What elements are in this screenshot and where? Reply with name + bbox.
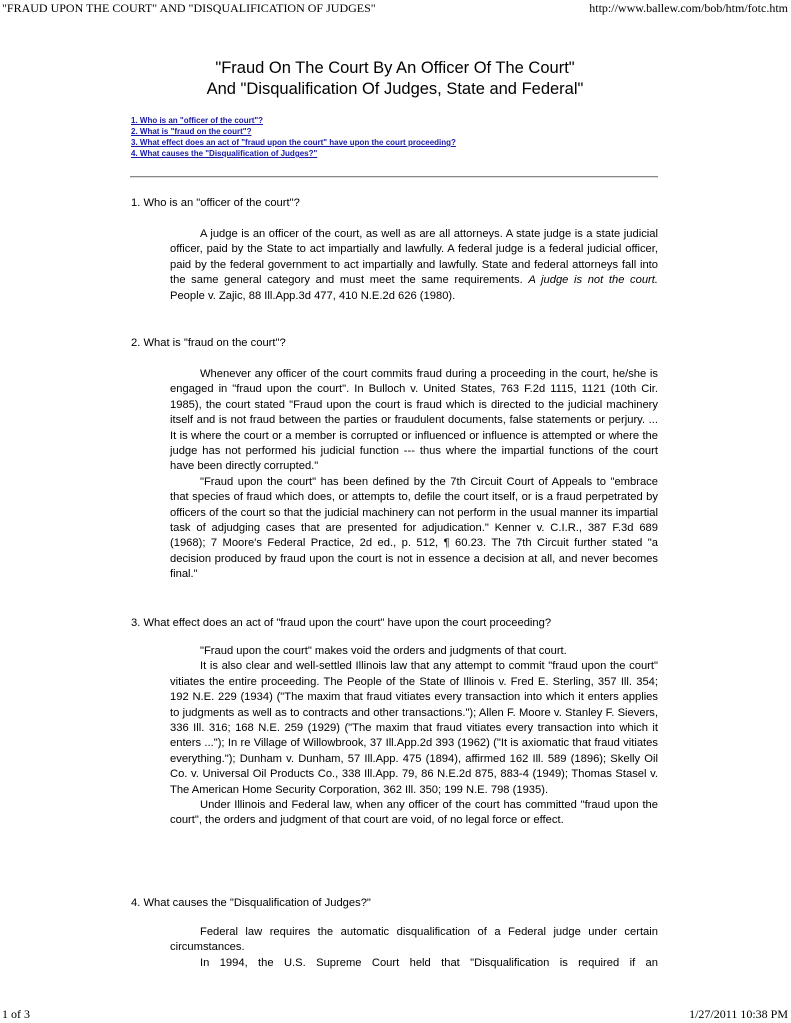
section-4-body (170, 925, 658, 971)
s1-text-b: People v. Zajic, 88 Ill.App.3d 477, 410 N.E.2d 626 (1980). (170, 289, 456, 302)
section-1-paragraph (170, 227, 658, 304)
toc-link-effect-of-fraud[interactable]: 3. What effect does an act of "fraud upon the court" have upon the court proceeding? (131, 138, 456, 147)
section-2-paragraph-2: "Fraud upon the court" has been defined by the 7th Circuit Court of Appeals to "embrace that species of fraud which does, or attempts to, defile the court itself, or is a fraud perpetrated by officers of the court so that the judicial machinery can not perform in the usual manner its impartial task of adjudging cases that are presented for adjudication." Kenner v. C.I.R., 387 F.3d 689 (1968); 7 Moore's Federal Practice, 2d ed., p. 512, ¶ 60.23. The 7th Circuit further stated "a decision produced by fraud upon the court is not in essence a decision at all, and never becomes final." (170, 475, 658, 581)
section-3-paragraph-1: "Fraud upon the court" makes void the orders and judgments of that court. (200, 645, 567, 657)
section-2-body (170, 367, 658, 583)
section-2-heading: 2. What is "fraud on the court"? (131, 337, 286, 349)
section-4-heading: 4. What causes the "Disqualification of Judges?" (131, 897, 371, 909)
toc-link-disqualification[interactable]: 4. What causes the "Disqualification of Judges?" (131, 149, 318, 158)
section-3-paragraph-3: Under Illinois and Federal law, when any officer of the court has committed "fraud upon the court", the orders and judgment of that court are void, of no legal force or effect. (170, 799, 658, 827)
print-footer (0, 1007, 791, 1023)
print-header (0, 1, 791, 17)
print-header-title: "FRAUD UPON THE COURT" AND "DISQUALIFICATION OF JUDGES" (2, 1, 376, 15)
table-of-contents (131, 115, 456, 159)
print-header-url: http://www.ballew.com/bob/htm/fotc.htm (589, 1, 788, 15)
horizontal-divider (130, 176, 658, 178)
toc-link-officer-of-court[interactable]: 1. Who is an "officer of the court"? (131, 116, 264, 125)
section-3-heading: 3. What effect does an act of "fraud upon the court" have upon the court proceeding? (131, 617, 552, 629)
section-1-body (170, 227, 658, 304)
section-3-paragraph-2: It is also clear and well-settled Illinois law that any attempt to commit "fraud upon the court" vitiates the entire proceeding. The People of the State of Illinois v. Fred E. Sterling, 357 Ill. 354; 192 N.E. 229 (1934) ("The maxim that fraud vitiates every transaction into which it enters applies to judgments as well as to contracts and other transactions."); Allen F. Moore v. Stanley F. Sievers, 336 Ill. 316; 168 N.E. 259 (1929) ("The maxim that fraud vitiates every transaction into which it enters ..."); In re Village of Willowbrook, 37 Ill.App.2d 393 (1962) ("It is axiomatic that fraud vitiates everything."); Dunham v. Dunham, 57 Ill.App. 475 (1894), affirmed 162 Ill. 589 (1896); Skelly Oil Co. v. Universal Oil Products Co., 338 Ill.App. 79, 86 N.E.2d 875, 883-4 (1949); Thomas Stasel v. The American Home Security Corporation, 362 Ill. 350; 199 N.E. 798 (1935). (170, 660, 658, 796)
s1-text-a: A judge is an officer of the court, as well as are all attorneys. A state judge is a state judicial officer, paid by the State to act impartially and lawfully. A federal judge is a federal judicial officer, paid by the federal government to act impartially and lawfully. State and federal attorneys fall into the same general category and must meet the same requirements. (170, 228, 658, 287)
title-line-1: "Fraud On The Court By An Officer Of The Court" (215, 59, 575, 77)
section-4-paragraph-1: Federal law requires the automatic disqualification of a Federal judge under certain circumstances. (170, 926, 658, 954)
toc-link-fraud-on-court[interactable]: 2. What is "fraud on the court"? (131, 127, 252, 136)
section-2-paragraph-1: Whenever any officer of the court commits fraud during a proceeding in the court, he/she is engaged in "fraud upon the court". In Bulloch v. United States, 763 F.2d 1115, 1121 (10th Cir. 1985), the court stated "Fraud upon the court is fraud which is directed to the judicial machinery itself and is not fraud between the parties or fraudulent documents, false statements or perjury. ... It is where the court or a member is corrupted or influenced or influence is attempted or where the judge has not performed his judicial function --- thus where the impartial functions of the court have been directly corrupted." (170, 368, 658, 473)
section-1-heading: 1. Who is an "officer of the court"? (131, 197, 300, 209)
page-title (130, 58, 660, 100)
print-datetime: 1/27/2011 10:38 PM (689, 1007, 788, 1021)
title-line-2: And "Disqualification Of Judges, State and Federal" (206, 80, 584, 98)
s1-italic-text: A judge is not the court. (528, 274, 659, 287)
page-number: 1 of 3 (2, 1007, 30, 1021)
section-3-body (170, 644, 658, 829)
section-4-paragraph-2: In 1994, the U.S. Supreme Court held that "Disqualification is required if an (200, 956, 658, 969)
